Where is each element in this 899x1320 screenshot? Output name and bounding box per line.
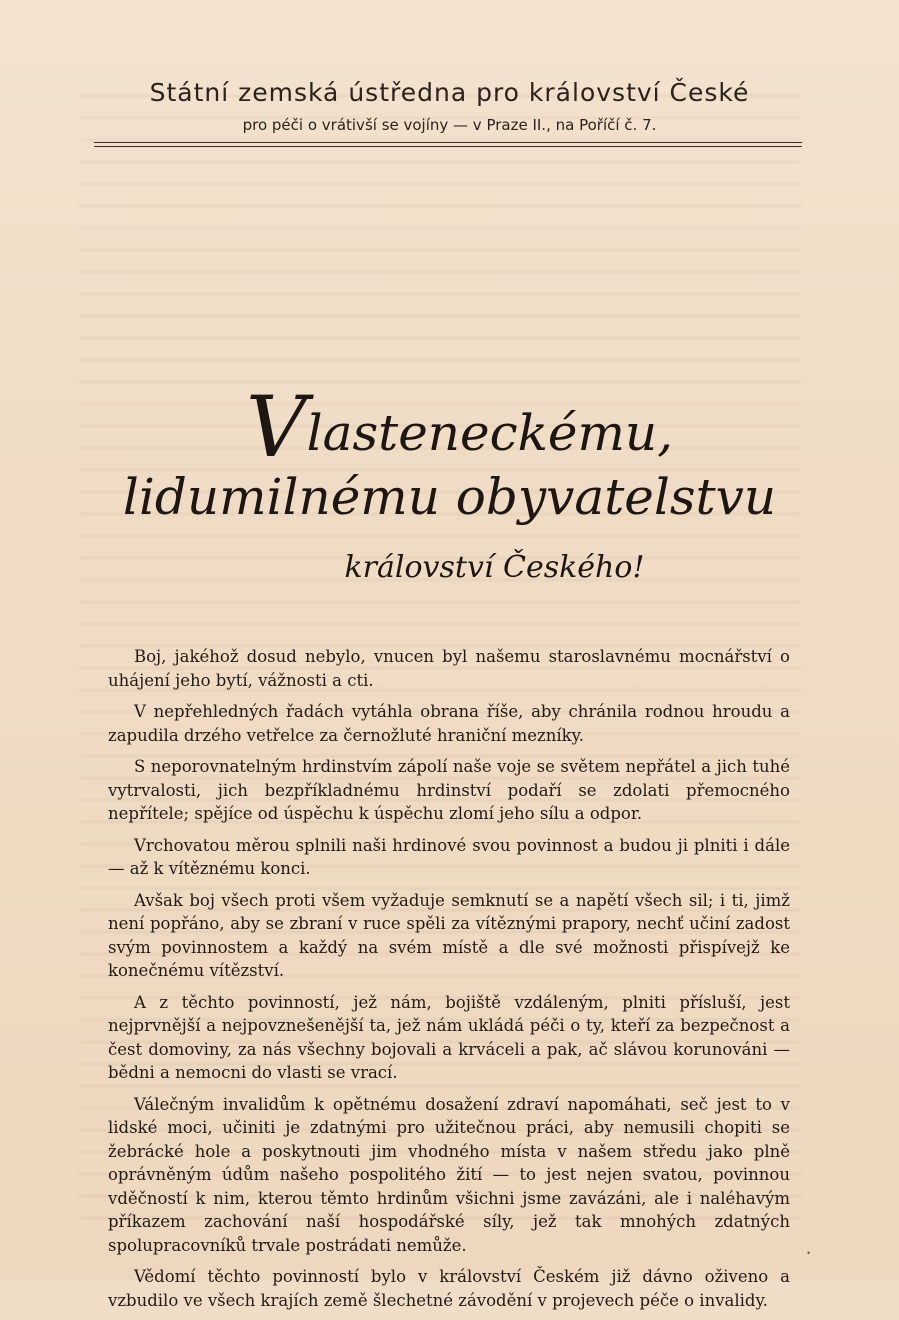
paragraph: S neporovnatelným hrdinstvím zápolí naše voje se světem nepřátel a jich tuhé vytrvalosti, jich bezpříkladnému hrdinství podaří se zdolati přemocného nepřítele; spějíce od úspěchu k úspěchu zlomí jeho sílu a odpor. xyxy=(108,757,790,823)
corner-speck: • xyxy=(806,1249,811,1258)
proclamation-line-1 xyxy=(10,378,899,476)
paragraph: Vědomí těchto povinností bylo v království Českém již dávno oživeno a vzbudilo ve všech krajích země šlechetné závodění v projevech péče o invalidy. xyxy=(108,1267,790,1310)
paragraph: A z těchto povinností, jež nám, bojiště vzdáleným, plniti přísluší, jest nejprvnější a nejpovznešenější ta, jež nám ukládá péči o ty, kteří za bezpečnost a čest domoviny, za nás všechny bojovali a krváceli a pak, ač slávou korunováni — bědni a nemocni do vlasti se vrací. xyxy=(108,992,790,1082)
proclamation-line-1-rest: lasteneckému, xyxy=(306,404,673,462)
header-title: Státní zemská ústředna pro království České xyxy=(149,78,750,107)
header-subtitle: pro péči o vrátivší se vojíny — v Praze II., na Poříčí č. 7. xyxy=(242,116,657,134)
header-rule-thin xyxy=(94,146,802,147)
paragraph: Boj, jakéhož dosud nebylo, vnucen byl našemu staroslavnému mocnářství o uhájení jeho bytí, vážnosti a cti. xyxy=(108,647,790,690)
proclamation-line-2: lidumilnému obyvatelstvu xyxy=(122,468,777,526)
paragraph: Avšak boj všech proti všem vyžaduje semknutí se a napětí všech sil; i ti, jimž není popřáno, aby se zbraní v ruce spěli za vítěznými prapory, nechť učiní zadost svým povinnostem a každý na svém místě a dle své možnosti přispívejž ke konečnému vítězství. xyxy=(108,890,790,980)
decorative-initial: V xyxy=(245,378,307,476)
proclamation-line-3: království Českého! xyxy=(344,550,645,585)
header-rule-thick xyxy=(94,142,802,143)
paragraph: V nepřehledných řadách vytáhla obrana říše, aby chránila rodnou hroudu a zapudila drzého vetřelce za černožluté hraniční mezníky. xyxy=(108,702,790,745)
paragraph: Vrchovatou měrou splnili naši hrdinové svou povinnost a budou ji plniti i dále — až k vítěznému konci. xyxy=(108,835,790,878)
body-text xyxy=(108,645,790,1320)
paragraph: Válečným invalidům k opětnému dosažení zdraví napomáhati, seč jest to v lidské moci, učiniti je zdatnými pro užitečnou práci, aby nemusili chopiti se žebrácké hole a poskytnouti jim vhodného místa v našem středu jako plně oprávněným údům našeho pospolitého žití — to jest nejen svatou, povinnou vděčností k nim, kterou těmto hrdinům všichni jsme zavázáni, ale i naléhavým příkazem zachování naší hospodářské síly, jež tak mnohých zdatných spolupracovníků trvale postrádati nemůže. xyxy=(108,1094,790,1255)
